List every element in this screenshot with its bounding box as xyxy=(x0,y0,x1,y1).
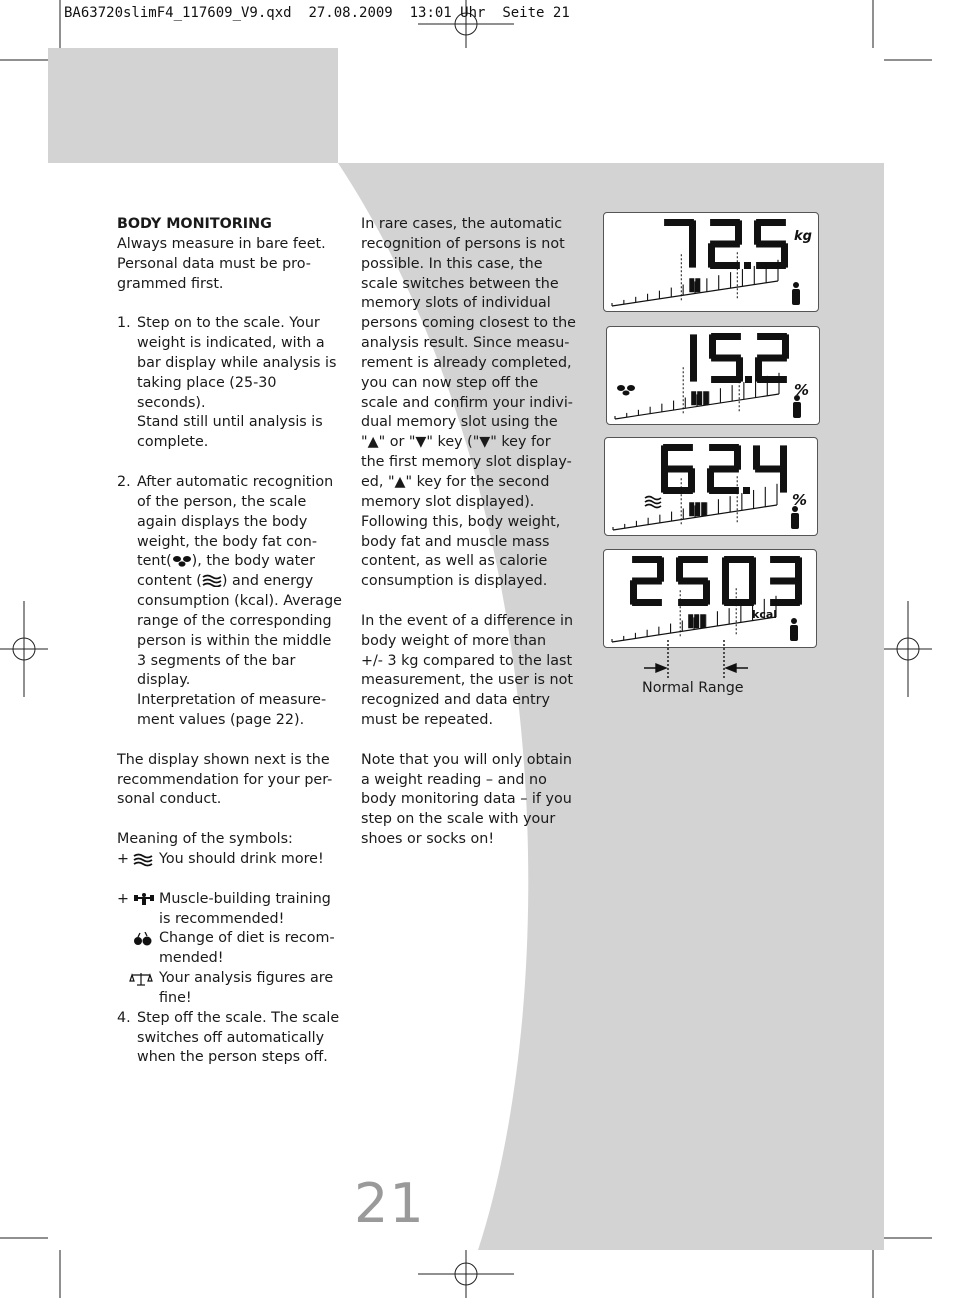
step-line: ment values (page 22). xyxy=(137,712,305,729)
water-post: ) and energy xyxy=(221,573,314,590)
paragraph-line: scale and confirm your indivi- xyxy=(361,394,573,411)
slug-line xyxy=(64,5,570,21)
symbol-text: Change of diet is recom- xyxy=(159,930,335,947)
intro-line: grammed first. xyxy=(117,275,224,292)
bar-segment xyxy=(701,502,706,516)
step-line: After automatic recognition xyxy=(137,473,334,490)
water-waves-icon xyxy=(133,853,153,867)
bar-segment xyxy=(703,391,708,405)
step-line: Step off the scale. The scale xyxy=(137,1009,340,1026)
step-1 xyxy=(117,314,352,453)
symbol-text: mended! xyxy=(159,950,224,967)
lcd-segment xyxy=(632,599,662,606)
symbol-item-muscle xyxy=(117,890,352,930)
lcd-display-kcal xyxy=(603,549,817,648)
symbol-prefix: + xyxy=(117,890,129,907)
step-number: 1. xyxy=(117,315,131,332)
paragraph-line: recognition of persons is not xyxy=(361,235,565,252)
bar-segment xyxy=(691,391,696,405)
slug-filename: BA63720slimF4_117609_V9.qxd xyxy=(64,5,292,21)
paragraph-line: +/- 3 kg compared to the last xyxy=(361,652,573,669)
paragraph-line: a weight reading – and no xyxy=(361,771,547,788)
step-line: bar display while analysis is xyxy=(137,354,337,371)
person-icon-body xyxy=(793,402,801,418)
fat-icon xyxy=(617,385,635,396)
lcd-segment xyxy=(722,580,729,604)
paragraph-line: body monitoring data – if you xyxy=(361,791,572,808)
symbol-text: fine! xyxy=(159,989,192,1006)
symbol-text: Muscle-building training xyxy=(159,890,331,907)
lcd-display-water xyxy=(604,437,818,536)
lcd-digits xyxy=(607,327,819,424)
step-line: taking place (25-30 xyxy=(137,374,277,391)
paragraph-line: persons coming closest to the xyxy=(361,315,576,332)
paragraph-line: body fat and muscle mass xyxy=(361,533,550,550)
paragraph-line: Note that you will only obtain xyxy=(361,751,572,768)
symbol-text: Your analysis figures are xyxy=(159,970,334,987)
muscle-dumbbell-icon xyxy=(133,892,155,906)
lcd-segment xyxy=(689,243,696,267)
step-line: seconds). xyxy=(137,394,206,411)
lcd-display-weight xyxy=(603,212,819,312)
person-icon-body xyxy=(792,289,800,305)
step-line-fat xyxy=(137,552,352,572)
lcd-segment xyxy=(709,487,739,494)
paragraph-line: consumption is displayed. xyxy=(361,573,548,590)
paragraph-line: In the event of a difference in xyxy=(361,612,574,629)
key-instruction-line: "▲" or "▼" key ("▼" key for xyxy=(361,434,551,451)
water-waves-icon xyxy=(202,574,222,587)
step-line: when the person steps off. xyxy=(137,1049,328,1066)
fat-pre: tent( xyxy=(137,553,172,570)
lcd-decimal-point xyxy=(743,487,750,494)
symbol-item-balance xyxy=(117,969,352,1009)
paragraph-line: content, as well as calorie xyxy=(361,553,548,570)
bar-segment xyxy=(695,502,700,516)
step-line: Interpretation of measure- xyxy=(137,692,327,709)
lcd-unit: % xyxy=(792,491,808,509)
step-number: 2. xyxy=(117,473,131,490)
lcd-decimal-point xyxy=(744,262,751,269)
step-line: consumption (kcal). Average xyxy=(137,593,342,610)
step-2 xyxy=(117,473,352,731)
lcd-segment xyxy=(690,357,697,381)
water-pre: content ( xyxy=(137,573,202,590)
paragraph-line: must be repeated. xyxy=(361,712,494,729)
lcd-segment xyxy=(749,557,756,581)
bar-segment xyxy=(689,278,694,292)
paragraph-line: memory slots of individual xyxy=(361,295,551,312)
lcd-display-fat xyxy=(606,326,820,425)
bar-segment xyxy=(688,614,693,628)
key-instruction-line: the first memory slot display- xyxy=(361,454,572,471)
section-heading: BODY MONITORING xyxy=(117,216,272,232)
step-line: weight is indicated, with a xyxy=(137,335,325,352)
fat-icon xyxy=(172,555,192,567)
step-line: Step on to the scale. Your xyxy=(137,315,320,332)
column-left xyxy=(117,215,352,1068)
step-line: 3 segments of the bar xyxy=(137,652,296,669)
lcd-decimal-point xyxy=(745,376,752,383)
lcd-segment xyxy=(756,262,786,269)
fat-post: ), the body water xyxy=(191,553,315,570)
paragraph-line: step on the scale with your xyxy=(361,811,556,828)
step-line: display. xyxy=(137,672,191,689)
symbol-item-water xyxy=(117,850,352,870)
paragraph-line: body weight of more than xyxy=(361,632,547,649)
display-note-line: The display shown next is the xyxy=(117,751,330,768)
key-instruction-line: ed, "▲" key for the second xyxy=(361,473,550,490)
lcd-unit: kcal xyxy=(752,608,778,621)
symbols-heading: Meaning of the symbols: xyxy=(117,831,293,848)
lcd-digits xyxy=(604,213,818,311)
paragraph-line: shoes or socks on! xyxy=(361,831,495,848)
slug-time: 13:01 Uhr xyxy=(409,5,486,21)
bar-segment xyxy=(697,391,702,405)
symbol-item-diet xyxy=(117,929,352,969)
intro-line: Always measure in bare feet. xyxy=(117,235,326,252)
lcd-segment xyxy=(722,557,729,581)
lcd-segment xyxy=(780,468,787,492)
slug-date: 27.08.2009 xyxy=(308,5,393,21)
paragraph-line: recognized and data entry xyxy=(361,692,550,709)
lcd-segment xyxy=(690,334,697,358)
paragraph-line: In rare cases, the automatic xyxy=(361,216,563,232)
lcd-segment xyxy=(770,599,800,606)
column-middle xyxy=(361,215,581,850)
intro-line: Personal data must be pro- xyxy=(117,255,311,272)
symbol-text: You should drink more! xyxy=(159,851,324,867)
paragraph-line: memory slot displayed). xyxy=(361,493,535,510)
lcd-unit: kg xyxy=(794,229,812,244)
lcd-digits xyxy=(605,438,817,535)
normal-range-label: Normal Range xyxy=(642,680,744,696)
lcd-segment xyxy=(689,220,696,244)
lcd-segment xyxy=(711,376,741,383)
step-number: 4. xyxy=(117,1009,131,1026)
paragraph-line: rement is already completed, xyxy=(361,354,572,371)
balance-scale-icon xyxy=(129,972,153,986)
bar-segment xyxy=(695,278,700,292)
lcd-unit: % xyxy=(794,381,810,399)
paragraph-line: analysis result. Since measu- xyxy=(361,335,570,352)
step-line: again displays the body xyxy=(137,513,308,530)
lcd-segment xyxy=(757,376,787,383)
bar-segment xyxy=(700,614,705,628)
person-icon-body xyxy=(790,625,798,641)
step-line-water xyxy=(137,572,352,592)
symbol-prefix: + xyxy=(117,851,129,867)
water-waves-icon xyxy=(645,497,661,508)
paragraph-line: dual memory slot using the xyxy=(361,414,558,431)
step-line: complete. xyxy=(137,434,209,451)
diet-fruit-icon xyxy=(133,932,153,946)
paragraph-line: possible. In this case, the xyxy=(361,255,543,272)
step-line: switches off automatically xyxy=(137,1029,325,1046)
display-note-line: sonal conduct. xyxy=(117,791,222,808)
step-line: of the person, the scale xyxy=(137,493,307,510)
bar-segment xyxy=(689,502,694,516)
step-line: person is within the middle xyxy=(137,632,332,649)
bar-segment xyxy=(694,614,699,628)
lcd-segment xyxy=(688,468,695,492)
lcd-digits xyxy=(604,550,816,647)
step-4 xyxy=(117,1009,352,1069)
display-note-line: recommendation for your per- xyxy=(117,771,333,788)
step-line: Stand still until analysis is xyxy=(137,414,323,431)
paragraph-line: measurement, the user is not xyxy=(361,672,573,689)
symbol-text: is recommended! xyxy=(159,910,285,927)
person-icon-body xyxy=(791,513,799,529)
step-line: weight, the body fat con- xyxy=(137,533,317,550)
person-icon-head xyxy=(791,618,797,624)
slug-page: Seite 21 xyxy=(502,5,570,21)
step-line: range of the corresponding xyxy=(137,612,332,629)
lcd-segment xyxy=(678,599,708,606)
lcd-segment xyxy=(780,445,787,469)
person-icon-head xyxy=(793,282,799,288)
page-number: 21 xyxy=(354,1172,425,1235)
paragraph-line: scale switches between the xyxy=(361,275,559,292)
paragraph-line: you can now step off the xyxy=(361,374,539,391)
paragraph-line: Following this, body weight, xyxy=(361,513,561,530)
lcd-segment xyxy=(710,262,740,269)
